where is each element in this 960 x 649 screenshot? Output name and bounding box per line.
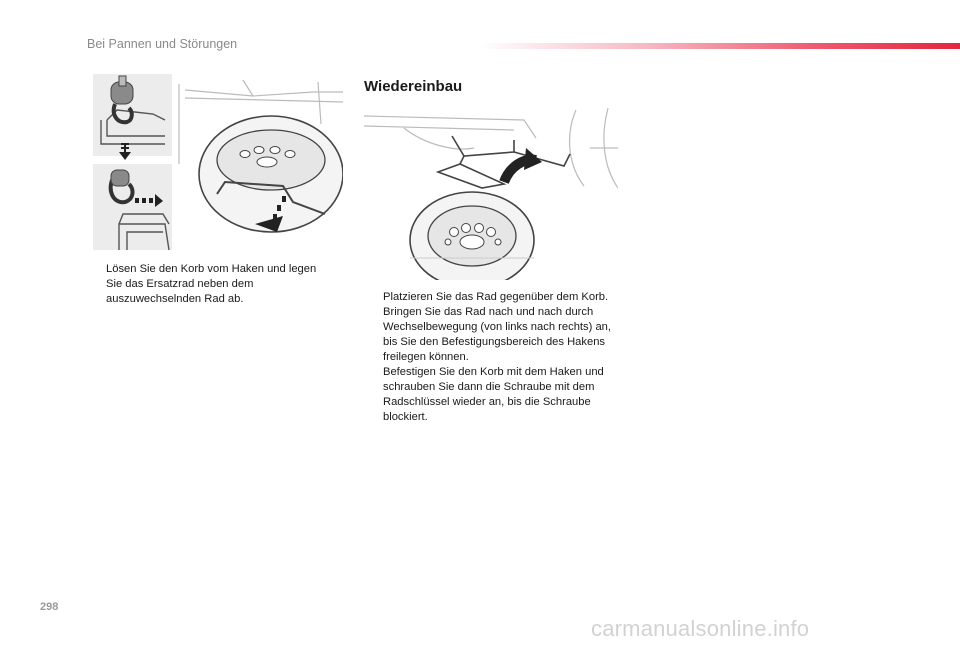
refit-instruction-list [364, 290, 619, 425]
instruction-text: Lösen Sie den Korb vom Haken und legen Sie das Ersatzrad neben dem auszuwechselnden Rad ab. [106, 263, 317, 305]
section-heading: Wiedereinbau [364, 78, 463, 95]
instruction-item [364, 365, 619, 425]
section-title: Bei Pannen und Störungen [87, 37, 238, 51]
watermark: carmanualsonline.info [591, 616, 810, 641]
instruction-text: Befestigen Sie den Korb mit dem Haken und schrauben Sie dann die Schraube mit dem Radschlüssel wieder an, bis die Schraube blockiert. [383, 366, 604, 423]
instruction-item [87, 262, 317, 307]
header-accent-bar [480, 43, 960, 49]
spare-wheel-refit-illustration [364, 108, 618, 280]
instruction-item [364, 290, 619, 305]
spare-wheel-removal-illustration [93, 74, 343, 252]
instruction-item [364, 305, 619, 365]
page-number: 298 [40, 601, 59, 613]
removal-instruction-list [87, 262, 317, 307]
instruction-text: Platzieren Sie das Rad gegenüber dem Korb. [383, 291, 609, 303]
instruction-text: Bringen Sie das Rad nach und nach durch Wechselbewegung (von links nach rechts) an, bis Sie den Befestigungsbereich des Hakens freilegen können. [383, 306, 612, 363]
